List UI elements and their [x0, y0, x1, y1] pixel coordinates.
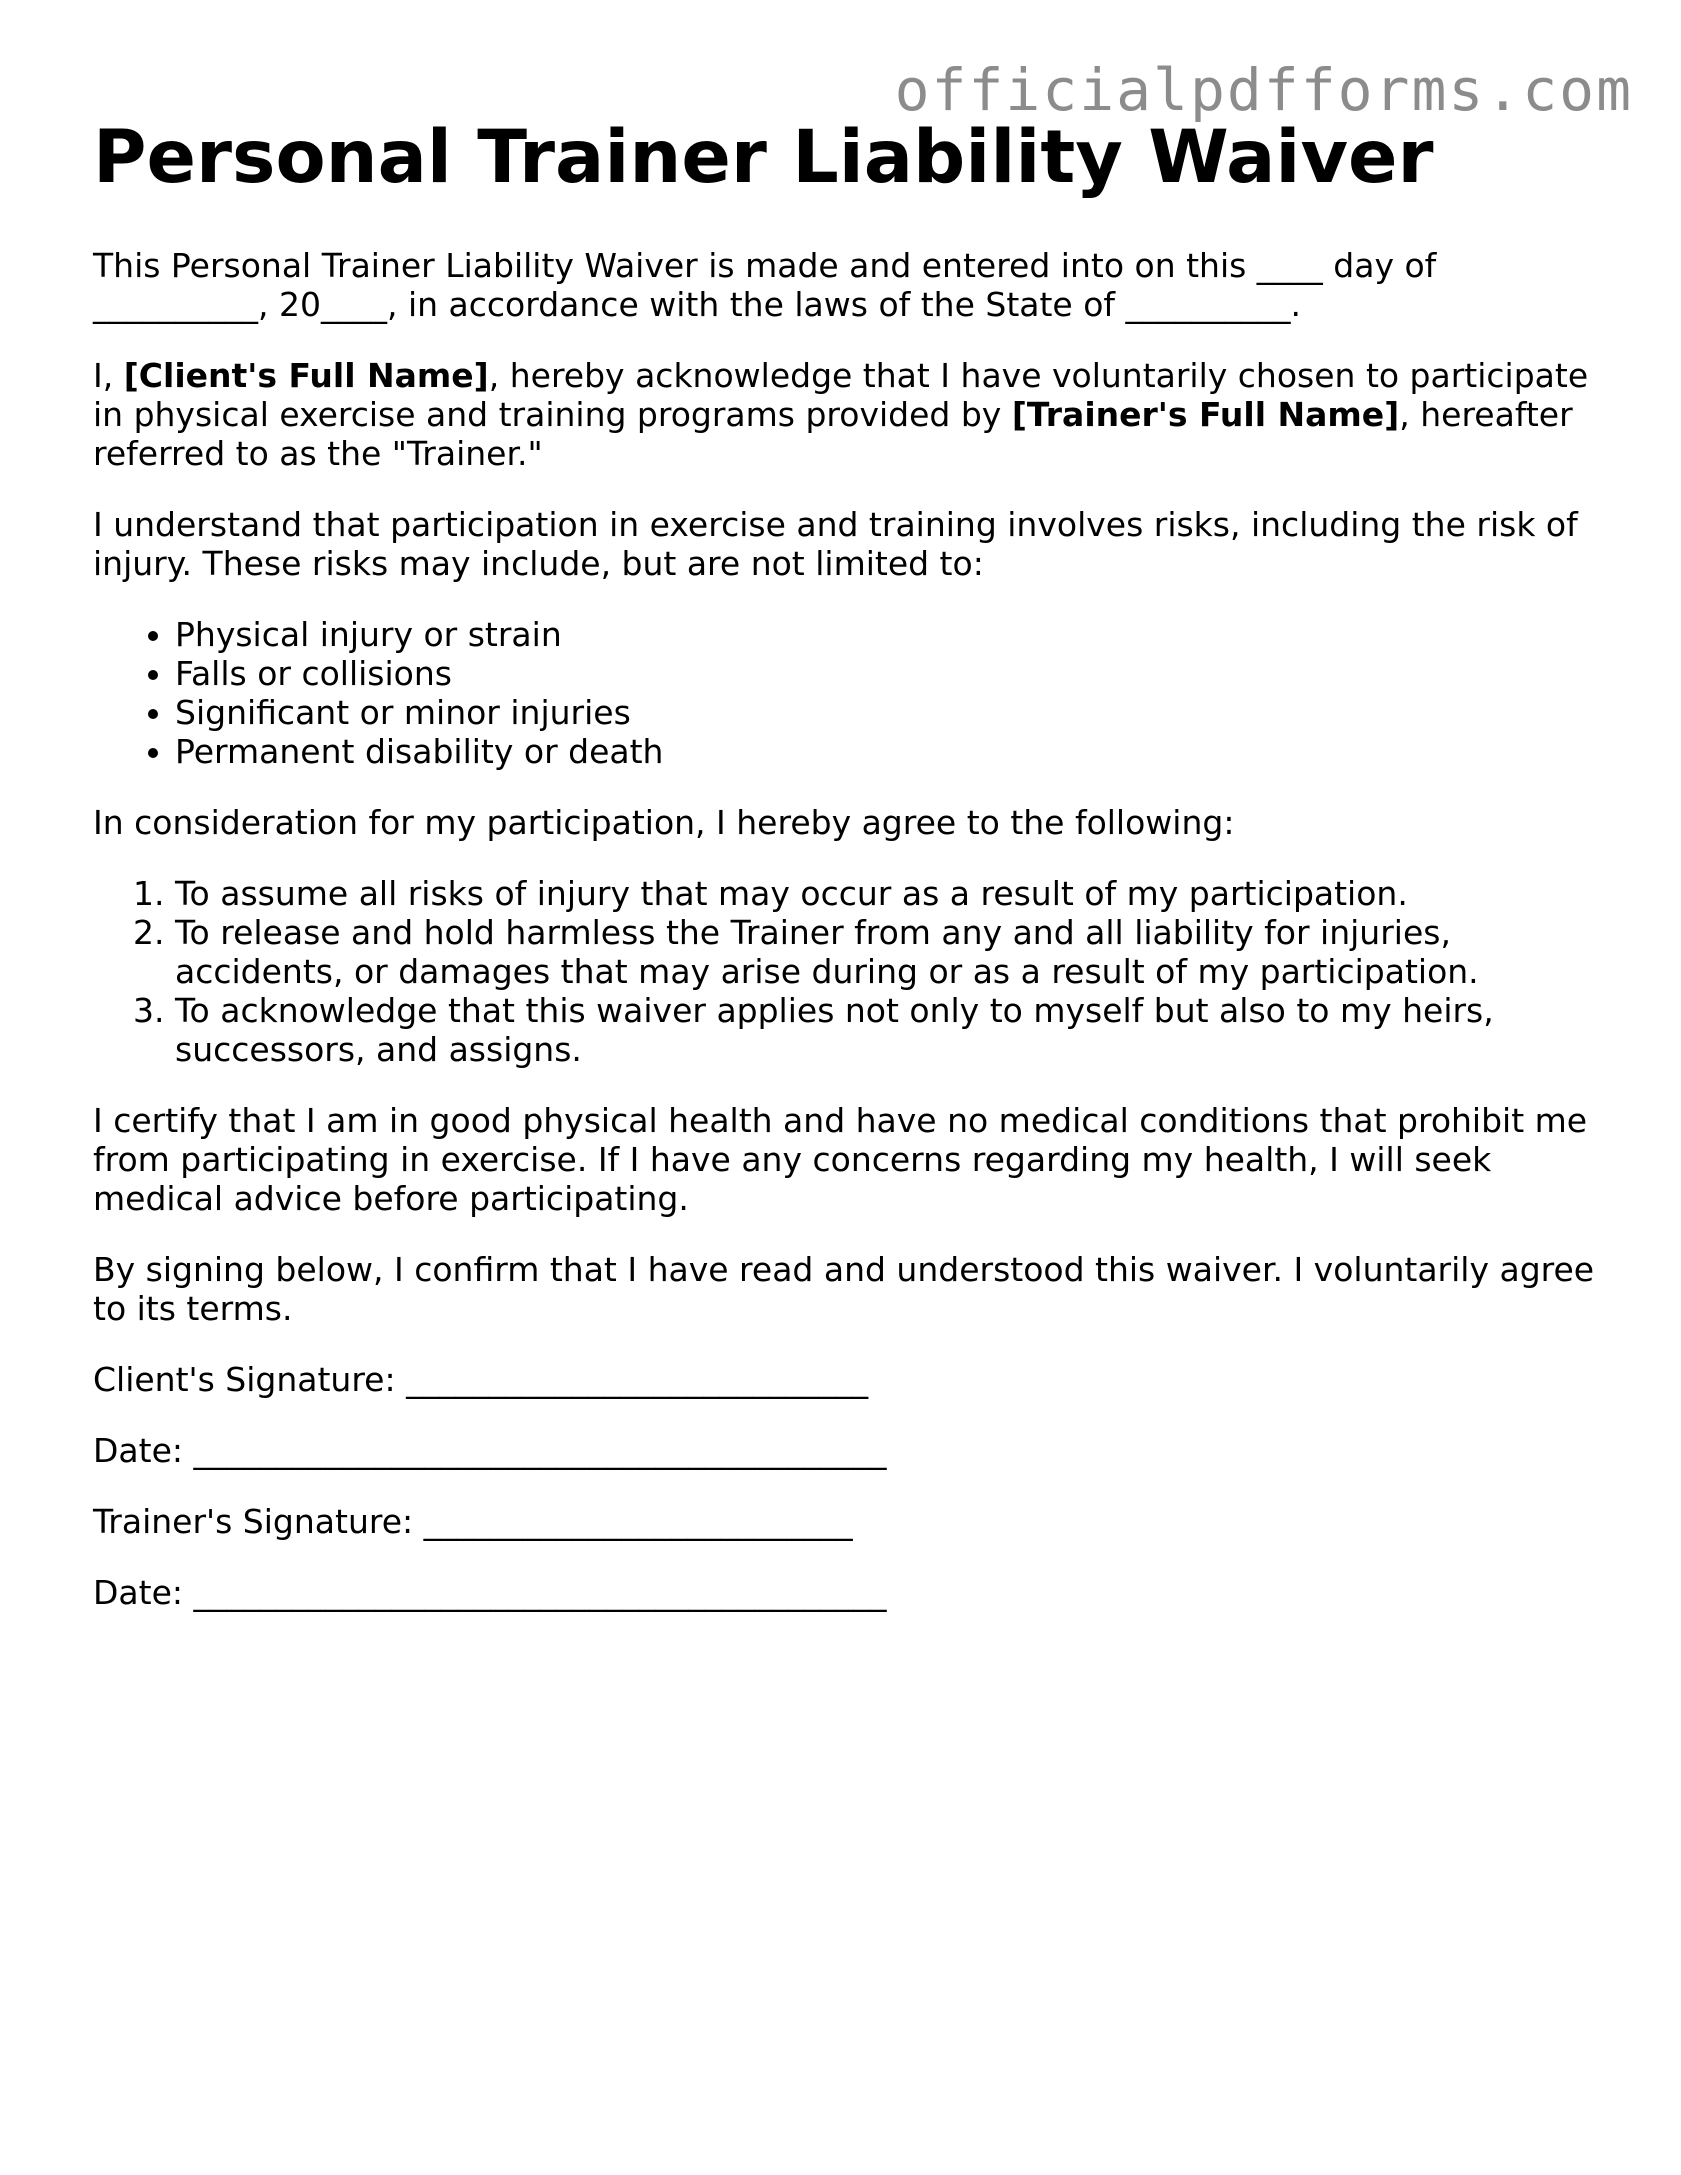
ack-prefix: I,	[93, 356, 124, 395]
intro-paragraph: This Personal Trainer Liability Waiver is made and entered into on this ____ day of __________, 20____, in accordance with the laws of the State of __________.	[93, 246, 1437, 324]
health-paragraph: I certify that I am in good physical health and have no medical conditions that prohibit me from participating in exercise. If I have any concerns regarding my health, I will seek medical advice before participating.	[93, 1101, 1588, 1218]
risks-list	[93, 615, 1613, 771]
watermark: officialpdfforms.com	[894, 56, 1633, 124]
list-item: 2. To release and hold harmless the Trainer from any and all liability for injuries, accidents, or damages that may arise during or as a result of my participation.	[175, 913, 1613, 991]
list-item: 1. To assume all risks of injury that may occur as a result of my participation.	[175, 874, 1613, 913]
list-item: • Physical injury or strain	[175, 615, 1613, 654]
ack-suffix: , hereafter referred to as the "Trainer."	[93, 395, 1573, 473]
trainer-name-placeholder: [Trainer's Full Name]	[1011, 395, 1400, 434]
list-item: • Permanent disability or death	[175, 732, 1613, 771]
list-item: • Significant or minor injuries	[175, 693, 1613, 732]
list-item: 3. To acknowledge that this waiver applies not only to myself but also to my heirs, successors, and assigns.	[175, 991, 1613, 1069]
document-page	[93, 112, 1613, 1644]
client-name-placeholder: [Client's Full Name]	[123, 356, 489, 395]
trainer-date-line[interactable]: Date: __________________________________________	[93, 1573, 887, 1612]
client-signature-line[interactable]: Client's Signature: ____________________________	[93, 1360, 869, 1399]
agreement-intro: In consideration for my participation, I hereby agree to the following:	[93, 803, 1235, 842]
client-date-line[interactable]: Date: __________________________________________	[93, 1431, 887, 1470]
agreement-list	[93, 874, 1613, 1069]
risks-intro: I understand that participation in exercise and training involves risks, including the risk of injury. These risks may include, but are not limited to:	[93, 505, 1578, 583]
ack-middle: , hereby acknowledge that I have voluntarily chosen to participate in physical exercise and training programs provided by	[93, 356, 1589, 434]
list-item: • Falls or collisions	[175, 654, 1613, 693]
acknowledgement-paragraph	[93, 356, 1613, 473]
confirmation-paragraph: By signing below, I confirm that I have read and understood this waiver. I voluntarily agree to its terms.	[93, 1250, 1595, 1328]
trainer-signature-line[interactable]: Trainer's Signature: __________________________	[93, 1502, 853, 1541]
page-title: Personal Trainer Liability Waiver	[93, 115, 1434, 200]
